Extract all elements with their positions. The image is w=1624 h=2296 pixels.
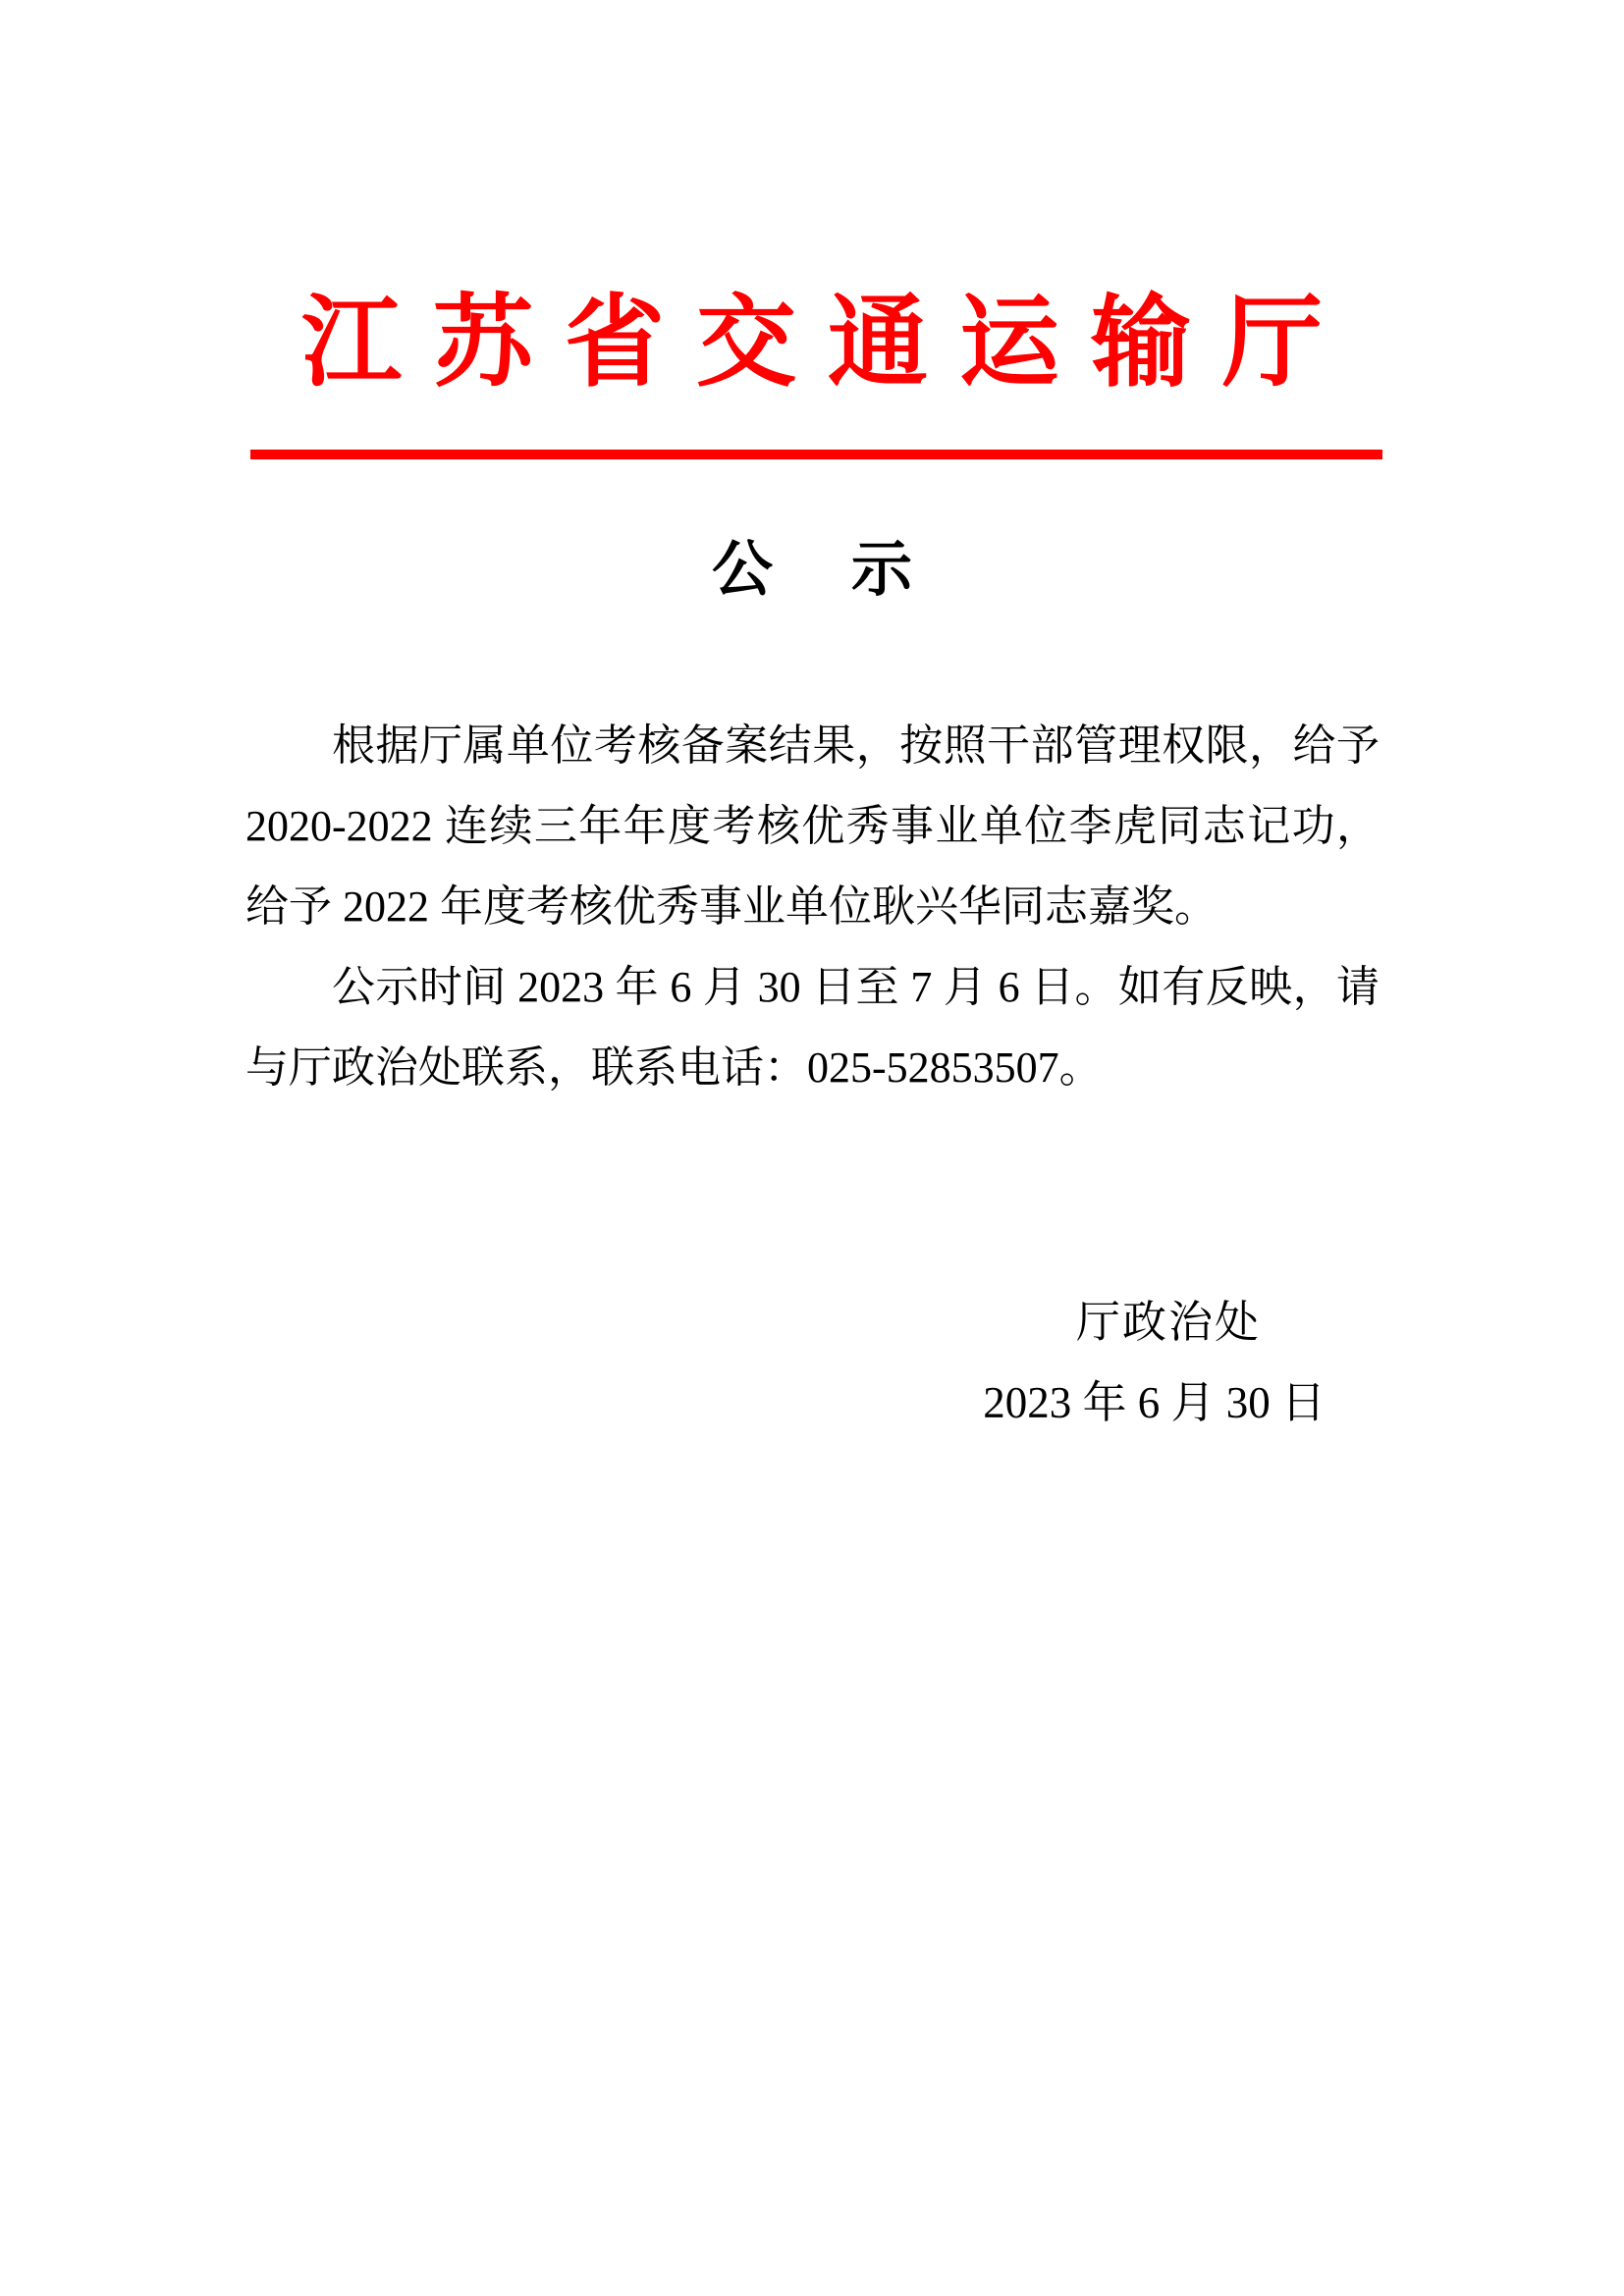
body-line-2: 2020-2022 连续三年年度考核优秀事业单位李虎同志记功，: [245, 802, 1380, 850]
body-line-5: 与厅政治处联系，联系电话：025-52853507。: [245, 1043, 1103, 1092]
signature-date: 2023 年 6 月 30 日: [983, 1378, 1326, 1427]
body-line-4: 公示时间 2023 年 6 月 30 日至 7 月 6 日。如有反映，请: [332, 963, 1380, 1011]
header-divider-line: [250, 450, 1382, 459]
body-line-1: 根据厅属单位考核备案结果，按照干部管理权限，给予: [332, 721, 1380, 770]
body-line-3: 给予 2022 年度考核优秀事业单位耿兴华同志嘉奖。: [245, 882, 1218, 931]
notice-body: [245, 706, 1380, 1108]
signature-department: 厅政治处: [1075, 1298, 1261, 1347]
agency-name-header: 江苏省交通运输厅: [301, 289, 1354, 400]
document-title: 公 示: [711, 537, 921, 604]
